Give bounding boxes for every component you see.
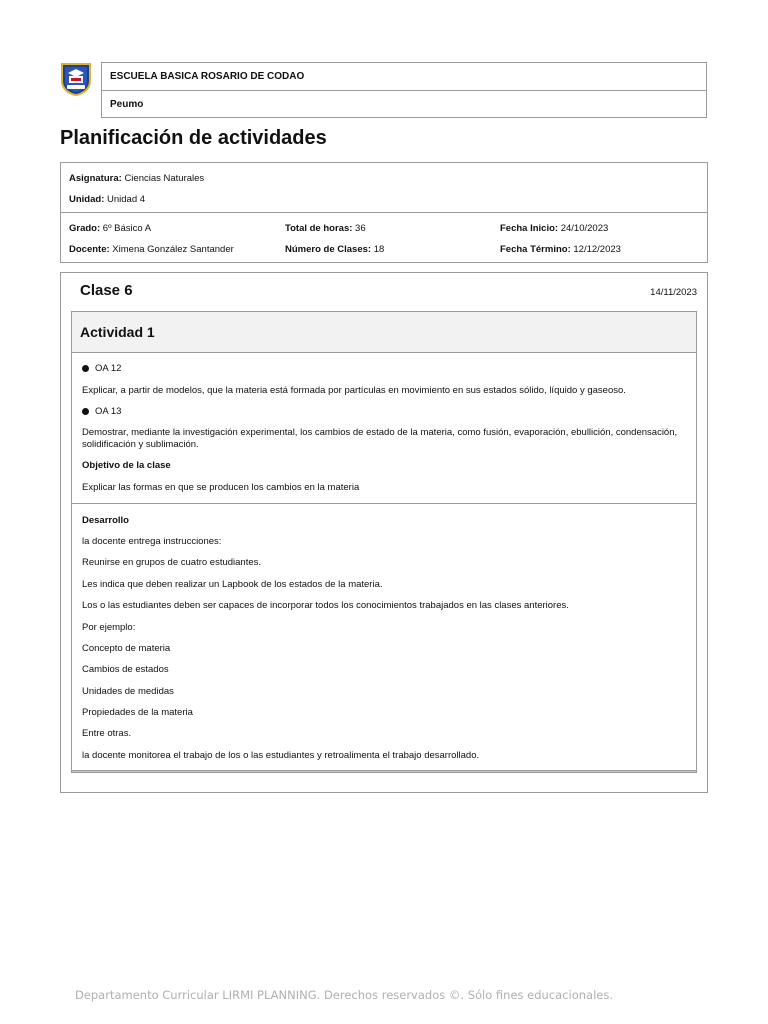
school-location: Peumo [110, 99, 144, 110]
fecha-termino-value: 12/12/2023 [573, 244, 621, 255]
numero-clases-field [285, 244, 384, 255]
total-horas-field [285, 223, 366, 234]
grado-label: Grado: [69, 223, 101, 234]
unidad-value: Unidad 4 [107, 194, 146, 205]
unidad-label: Unidad: [69, 194, 105, 205]
page-title: Planificación de actividades [60, 127, 327, 149]
desarrollo-line: Entre otras. [82, 728, 132, 739]
section-divider [72, 503, 696, 504]
oa-item [82, 363, 121, 374]
docente-label: Docente: [69, 244, 110, 255]
numero-clases-label: Número de Clases: [285, 244, 372, 255]
asignatura-field [69, 173, 204, 184]
docente-value: Ximena González Santander [112, 244, 234, 255]
desarrollo-line: Unidades de medidas [82, 686, 174, 697]
desarrollo-line: Reunirse en grupos de cuatro estudiantes. [82, 557, 262, 568]
school-crest-icon [59, 61, 93, 97]
course-info-top [61, 163, 707, 213]
fecha-termino-field [500, 244, 621, 255]
school-name: ESCUELA BASICA ROSARIO DE CODAO [102, 63, 706, 91]
oa-code: OA 13 [95, 406, 122, 417]
oa-code: OA 12 [95, 363, 122, 374]
desarrollo-line: la docente monitorea el trabajo de los o las estudiantes y retroalimenta el trabajo desarrollado. [82, 750, 480, 761]
unidad-field [69, 194, 145, 205]
objetivo-heading: Objetivo de la clase [82, 460, 171, 471]
clase-title: Clase 6 [80, 282, 133, 299]
activity-title: Actividad 1 [72, 312, 696, 353]
oa-item [82, 406, 121, 417]
bullet-icon [82, 365, 89, 372]
desarrollo-line: la docente entrega instrucciones: [82, 536, 222, 547]
total-horas-label: Total de horas: [285, 223, 353, 234]
desarrollo-line: Concepto de materia [82, 643, 171, 654]
clase-date: 14/11/2023 [650, 287, 697, 298]
fecha-inicio-label: Fecha Inicio: [500, 223, 559, 234]
school-header [101, 62, 707, 118]
desarrollo-line: Propiedades de la materia [82, 707, 193, 718]
desarrollo-line: Los o las estudiantes deben ser capaces de incorporar todos los conocimientos trabajados en las clases anteriores. [82, 600, 569, 611]
course-info [60, 162, 708, 263]
desarrollo-line: Cambios de estados [82, 664, 169, 675]
activity-bottom-rule [72, 770, 696, 772]
clase-card [60, 272, 708, 793]
numero-clases-value: 18 [373, 244, 385, 255]
oa-description: Demostrar, mediante la investigación experimental, los cambios de estado de la materia, como fusión, evaporación, ebullición, condensación, solidificación y sublimación. [82, 427, 678, 450]
bullet-icon [82, 408, 89, 415]
objetivo-text: Explicar las formas en que se producen los cambios en la materia [82, 482, 360, 493]
footer-copyright: Departamento Curricular LIRMI PLANNING. Derechos reservados ©. Sólo fines educacionales. [74, 988, 614, 1002]
activity-card [71, 311, 697, 773]
docente-field [69, 244, 234, 255]
grado-value: 6º Básico A [102, 223, 152, 234]
desarrollo-line: Les indica que deben realizar un Lapbook de los estados de la materia. [82, 579, 383, 590]
fecha-inicio-value: 24/10/2023 [560, 223, 609, 234]
fecha-inicio-field [500, 223, 608, 234]
asignatura-value: Ciencias Naturales [124, 173, 205, 184]
grado-field [69, 223, 151, 234]
total-horas-value: 36 [355, 223, 366, 234]
oa-description: Explicar, a partir de modelos, que la materia está formada por partículas en movimiento en sus estados sólido, líquido y gaseoso. [82, 385, 626, 396]
desarrollo-line: Por ejemplo: [82, 622, 136, 633]
fecha-termino-label: Fecha Término: [500, 244, 571, 255]
asignatura-label: Asignatura: [69, 173, 122, 184]
desarrollo-heading: Desarrollo [82, 515, 129, 526]
